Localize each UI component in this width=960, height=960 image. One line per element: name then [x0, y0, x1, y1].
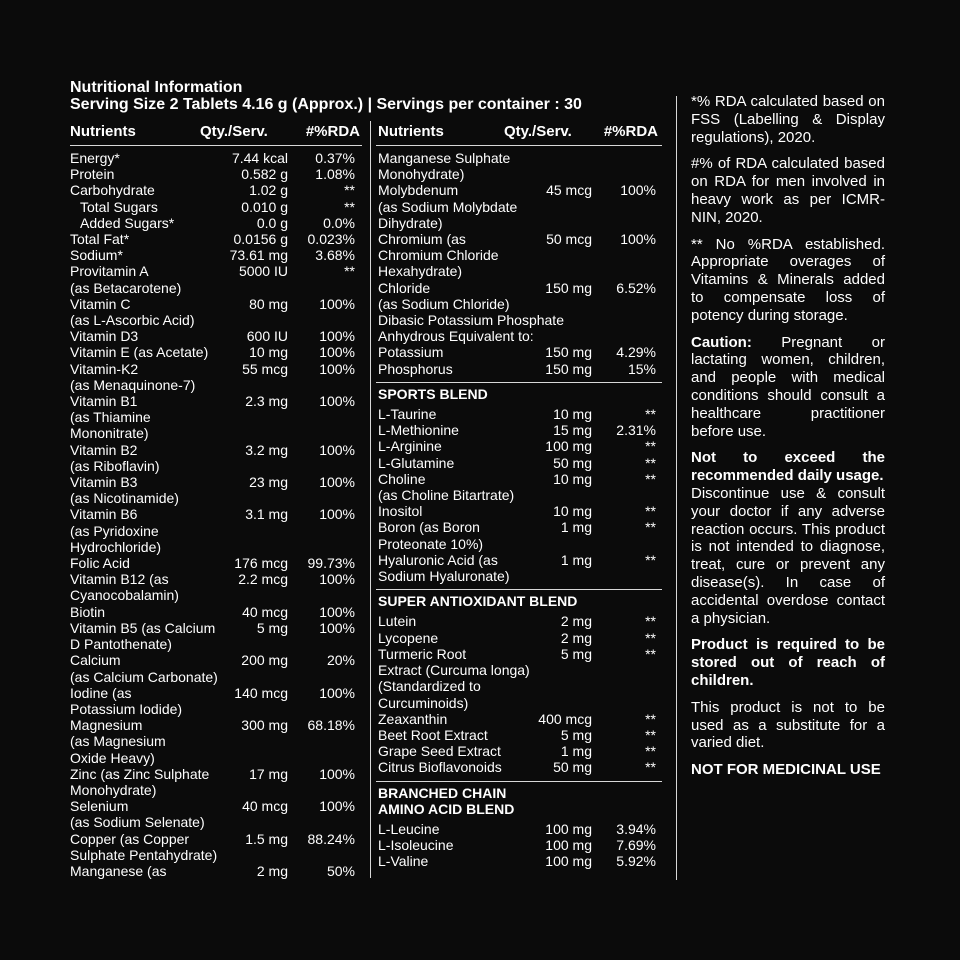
- nutrient-name: L-Glutamine: [378, 454, 455, 471]
- nutrient-name: Magnesium (as Magnesium Oxide Heavy): [70, 717, 166, 766]
- nutrient-rda: 100%: [319, 684, 355, 701]
- nutrient-name: Provitamin A (as Betacarotene): [70, 263, 182, 296]
- nutrient-qty: 45 mcg: [546, 182, 592, 199]
- nutrient-qty: 10 mg: [553, 503, 592, 520]
- header-nutrients: Nutrients: [70, 123, 136, 140]
- nutrient-row: [70, 571, 362, 603]
- nutrient-row: [376, 422, 662, 438]
- nutrient-row: [376, 759, 662, 775]
- nutrient-qty: 0.010 g: [241, 198, 288, 215]
- nutrient-qty: 3.2 mg: [245, 441, 288, 458]
- nutrient-column-1: [70, 121, 362, 879]
- nutrient-row: [376, 837, 662, 853]
- nutrient-qty: 2.3 mg: [245, 393, 288, 410]
- nutrient-rda: **: [645, 710, 656, 727]
- header-nutrients: Nutrients: [378, 123, 444, 140]
- nutrient-row: [70, 199, 362, 215]
- nutrient-row: [70, 166, 362, 182]
- nutrient-row: [70, 555, 362, 571]
- nutrient-name: Vitamin D3: [70, 328, 139, 345]
- nutrient-qty: 73.61 mg: [229, 247, 288, 264]
- antioxidant-blend-section: [376, 589, 662, 775]
- nutrient-name: Added Sugars*: [80, 214, 175, 231]
- nutrient-qty: 3.1 mg: [245, 506, 288, 523]
- nutrient-name: Dibasic Potassium Phosphate Anhydrous Equivalent to:: [378, 312, 564, 345]
- nutrient-name: Lutein: [378, 613, 417, 630]
- nutrient-name: Turmeric Root Extract (Curcuma longa) (Standardized to Curcuminoids): [378, 645, 530, 711]
- nutrient-name: Protein: [70, 166, 115, 183]
- nutrient-qty: 100 mg: [545, 837, 592, 854]
- nutrient-name: Biotin: [70, 603, 106, 620]
- nutrient-name: Selenium (as Sodium Selenate): [70, 798, 205, 831]
- header-qty: Qty./Serv.: [504, 123, 572, 140]
- nutrient-qty: 50 mg: [553, 759, 592, 776]
- nutrient-qty: 2 mg: [560, 629, 592, 646]
- nutrient-rda: 100%: [319, 798, 355, 815]
- nutrient-name: Total Sugars: [80, 198, 158, 215]
- nutrient-rda: 20%: [326, 652, 355, 669]
- nutrient-row: [70, 717, 362, 766]
- panel-title: Nutritional Information: [70, 79, 243, 96]
- nutrient-name: Calcium (as Calcium Carbonate): [70, 652, 218, 685]
- sports-blend-rows: [376, 402, 662, 584]
- nutrient-qty: 50 mg: [553, 454, 592, 471]
- nutrient-name: Chloride (as Sodium Chloride): [378, 279, 510, 312]
- nutrient-name: Vitamin E (as Acetate): [70, 344, 209, 361]
- nutrient-qty: 100 mg: [545, 853, 592, 870]
- nutrient-rda: **: [645, 645, 656, 662]
- nutrient-rda: 100%: [319, 571, 355, 588]
- nutrient-row: [376, 630, 662, 646]
- nutrient-rda: **: [645, 613, 656, 630]
- nutrient-name: Beet Root Extract: [378, 726, 488, 743]
- nutrient-qty: 80 mg: [249, 295, 288, 312]
- nutrient-qty: 55 mcg: [242, 360, 288, 377]
- nutrient-name: L-Taurine: [378, 406, 437, 423]
- substitute-note: This product is not to be used as a substitute for a varied diet.: [691, 698, 885, 752]
- nutrient-name: Molybdenum (as Sodium Molybdate Dihydrate): [378, 182, 518, 231]
- nutrient-qty: 2 mg: [560, 613, 592, 630]
- nutrient-name: Iodine (as Potassium Iodide): [70, 684, 183, 717]
- nutrient-row: [70, 604, 362, 620]
- sports-blend-section: [376, 382, 662, 584]
- nutrient-row: [376, 471, 662, 503]
- nutrient-row: [376, 150, 662, 182]
- nutrient-row: [70, 798, 362, 830]
- nutrient-row: [70, 766, 362, 798]
- notes-column: [691, 93, 885, 788]
- nutrient-rda: **: [645, 519, 656, 536]
- nutrient-rda: **: [344, 182, 355, 199]
- notes-divider: [676, 96, 677, 880]
- nutrient-row: [376, 503, 662, 519]
- nutrient-name: Vitamin B12 (as Cyanocobalamin): [70, 571, 179, 604]
- bcaa-blend-rows: [376, 817, 662, 870]
- nutrient-row: [376, 519, 662, 551]
- nutrient-qty: 10 mg: [249, 344, 288, 361]
- nutrient-name: L-Arginine: [378, 438, 442, 455]
- rda-note: *% RDA calculated based on FSS (Labelling & Display regulations), 2020.: [691, 93, 885, 146]
- nutrient-name: Vitamin B1 (as Thiamine Mononitrate): [70, 393, 151, 442]
- nutrient-qty: 2.2 mcg: [238, 571, 288, 588]
- nutrient-row: [376, 361, 662, 377]
- nutrient-rda: 0.0%: [323, 214, 355, 231]
- nutrient-row: [70, 393, 362, 442]
- medicinal-note: NOT FOR MEDICINAL USE: [691, 761, 881, 779]
- nutrient-row: [376, 438, 662, 454]
- nutrient-row: [376, 552, 662, 584]
- nutrient-name: L-Isoleucine: [378, 837, 454, 854]
- nutrient-qty: 5 mg: [560, 645, 592, 662]
- nutrient-row: [376, 727, 662, 743]
- nutrient-rda: **: [645, 759, 656, 776]
- nutrient-row: [70, 685, 362, 717]
- nutrient-row: [70, 296, 362, 328]
- nutrient-qty: 10 mg: [553, 406, 592, 423]
- nutrient-name: Vitamin C (as L-Ascorbic Acid): [70, 295, 195, 329]
- nutrient-name: Copper (as Copper Sulphate Pentahydrate): [70, 830, 218, 863]
- nutrient-name: L-Valine: [378, 853, 429, 870]
- caution-text: Pregnant or lactating women, children, and people with medical conditions should consult a healthcare practitioner before use.: [691, 333, 885, 440]
- nutrient-row: [70, 474, 362, 506]
- nutrient-row: [376, 344, 662, 360]
- nutrient-rda: **: [645, 406, 656, 423]
- nutrient-rda: 3.94%: [616, 820, 656, 837]
- nutrient-rda: **: [645, 438, 656, 455]
- nutrient-row: [376, 455, 662, 471]
- nutrient-name: Lycopene: [378, 629, 439, 646]
- nutrient-qty: 0.0 g: [256, 214, 288, 231]
- nutrient-rda: **: [645, 743, 656, 760]
- nutrient-rows: [70, 146, 362, 879]
- nutrient-qty: 5 mg: [560, 726, 592, 743]
- nutrient-row: [70, 328, 362, 344]
- nutrient-rda: 100%: [620, 231, 656, 248]
- nutrient-qty: 150 mg: [545, 360, 592, 377]
- nutrient-rda: 15%: [627, 360, 656, 377]
- caution-label: Caution:: [691, 333, 752, 351]
- nutrient-qty: 23 mg: [249, 474, 288, 491]
- nutrient-rda: 7.69%: [616, 837, 656, 854]
- nutrient-rda: 100%: [319, 295, 355, 312]
- nutrient-row: [376, 613, 662, 629]
- nutrient-qty: 15 mg: [553, 422, 592, 439]
- nutrient-rda: 100%: [319, 393, 355, 410]
- nutrient-qty: 1 mg: [560, 743, 592, 760]
- nutrient-rda: 0.023%: [307, 231, 355, 248]
- nutrient-row: [70, 231, 362, 247]
- nutrient-rda: 100%: [319, 603, 355, 620]
- nutrient-row: [70, 182, 362, 198]
- table-header: [376, 121, 662, 146]
- nutrient-rda: **: [645, 726, 656, 743]
- nutrient-row: [376, 853, 662, 869]
- bcaa-blend-section: [376, 781, 662, 870]
- nutrient-qty: 5 mg: [256, 619, 288, 636]
- nutrient-row: [376, 821, 662, 837]
- nutrient-qty: 1.02 g: [249, 182, 288, 199]
- column-divider: [370, 121, 371, 878]
- nutrient-rda: 0.37%: [315, 150, 355, 166]
- not-exceed-note: Not to exceed the recommended daily usage.: [691, 449, 885, 485]
- nutrient-rows: [376, 146, 662, 377]
- nutrient-rda: 100%: [319, 441, 355, 458]
- nutrient-name: Zinc (as Zinc Sulphate Monohydrate): [70, 765, 210, 798]
- nutrient-qty: 600 IU: [246, 328, 288, 345]
- nutrient-rda: 100%: [319, 328, 355, 345]
- nutrient-rda: 88.24%: [307, 830, 355, 847]
- nutrient-qty: 150 mg: [545, 279, 592, 296]
- nutrient-name: L-Leucine: [378, 820, 440, 837]
- nutrient-name: Manganese Sulphate Monohydrate): [378, 150, 511, 183]
- caution-note: [691, 334, 885, 441]
- nutrient-rda: 100%: [319, 506, 355, 523]
- nutrient-rda: **: [645, 454, 656, 471]
- nutrient-rda: 100%: [319, 344, 355, 361]
- nutrient-rda: 6.52%: [616, 279, 656, 296]
- nutrient-qty: 10 mg: [553, 470, 592, 487]
- nutrient-qty: 17 mg: [249, 765, 288, 782]
- nutrient-row: [376, 182, 662, 231]
- rda-men-note: #% of RDA calculated based on RDA for men involved in heavy work as per ICMR-NIN, 2020.: [691, 155, 885, 226]
- header-rda: #%RDA: [603, 123, 658, 140]
- nutrient-qty: 50 mcg: [546, 231, 592, 248]
- nutrient-row: [376, 646, 662, 711]
- nutrient-name: Vitamin B6 (as Pyridoxine Hydrochloride): [70, 506, 162, 555]
- nutrient-name: Energy*: [70, 150, 120, 166]
- nutrient-row: [376, 280, 662, 312]
- nutrient-rda: 100%: [319, 765, 355, 782]
- nutrient-qty: 2 mg: [256, 862, 288, 879]
- nutrient-name: Phosphorus: [378, 360, 453, 377]
- nutrient-qty: 5000 IU: [238, 263, 288, 280]
- nutrient-name: Carbohydrate: [70, 182, 155, 199]
- serving-info: Serving Size 2 Tablets 4.16 g (Approx.) | Servings per container : 30: [70, 96, 582, 113]
- nutrient-name: Inositol: [378, 503, 423, 520]
- nutrient-rda: 1.08%: [315, 166, 355, 183]
- nutrient-row: [376, 406, 662, 422]
- no-rda-note: ** No %RDA established. Appropriate overages of Vitamins & Minerals added to compensate loss of potency during storage.: [691, 235, 885, 324]
- nutrient-name: Vitamin B5 (as Calcium D Pantothenate): [70, 619, 216, 653]
- nutrient-row: [70, 506, 362, 555]
- nutrient-row: [376, 711, 662, 727]
- nutrient-row: [70, 863, 362, 879]
- nutrient-rda: **: [645, 551, 656, 568]
- nutrient-rda: 100%: [319, 474, 355, 491]
- nutrient-name: Vitamin B3 (as Nicotinamide): [70, 474, 179, 507]
- nutrient-rda: 68.18%: [307, 717, 355, 734]
- nutrient-rda: 99.73%: [307, 555, 355, 572]
- nutrient-rda: **: [645, 629, 656, 646]
- nutrient-qty: 7.44 kcal: [231, 150, 288, 166]
- nutrient-name: Zeaxanthin: [378, 710, 448, 727]
- nutrient-qty: 100 mg: [545, 820, 592, 837]
- discontinue-note: Discontinue use & consult your doctor if any adverse reaction occurs. This product is not intended to diagnose, treat, cure or prevent any disease(s). In case of accidental overdose contact a physician.: [691, 484, 885, 627]
- nutrient-rda: 4.29%: [616, 344, 656, 361]
- nutrient-row: [70, 361, 362, 393]
- nutrient-qty: 100 mg: [545, 438, 592, 455]
- nutrient-rda: **: [645, 470, 656, 487]
- nutrient-name: Grape Seed Extract: [378, 743, 501, 760]
- nutrient-rda: **: [344, 198, 355, 215]
- nutrient-rda: 100%: [620, 182, 656, 199]
- nutrient-rda: **: [344, 263, 355, 280]
- nutrient-name: Vitamin-K2 (as Menaquinone-7): [70, 360, 196, 393]
- table-header: [70, 121, 362, 146]
- nutrient-qty: 0.582 g: [241, 166, 288, 183]
- nutrient-row: [70, 247, 362, 263]
- nutrient-column-2: [376, 121, 662, 870]
- nutrient-qty: 140 mcg: [234, 684, 288, 701]
- nutrient-name: Total Fat*: [70, 231, 130, 248]
- section-title: SPORTS BLEND: [378, 385, 488, 402]
- nutrient-rda: 5.92%: [616, 853, 656, 870]
- nutrient-qty: 0.0156 g: [233, 231, 288, 248]
- nutrient-row: [70, 263, 362, 295]
- section-title: BRANCHED CHAIN AMINO ACID BLEND: [378, 784, 515, 817]
- nutrient-row: [70, 344, 362, 360]
- nutrient-qty: 40 mcg: [242, 603, 288, 620]
- nutrient-name: Hyaluronic Acid (as Sodium Hyaluronate): [378, 551, 510, 585]
- nutrient-row: [70, 620, 362, 652]
- nutrient-qty: 200 mg: [241, 652, 288, 669]
- nutrient-name: Folic Acid: [70, 555, 130, 572]
- nutrient-qty: 1 mg: [560, 551, 592, 568]
- nutrient-name: Sodium*: [70, 247, 123, 264]
- nutrient-rda: 2.31%: [616, 422, 656, 439]
- antioxidant-blend-rows: [376, 609, 662, 775]
- nutrient-qty: 40 mcg: [242, 798, 288, 815]
- nutrient-qty: 176 mcg: [234, 555, 288, 572]
- nutrient-qty: 1.5 mg: [245, 830, 288, 847]
- section-title: SUPER ANTIOXIDANT BLEND: [378, 593, 578, 610]
- nutrient-qty: 150 mg: [545, 344, 592, 361]
- nutrient-rda: 100%: [319, 360, 355, 377]
- nutrient-name: Choline (as Choline Bitartrate): [378, 470, 515, 504]
- nutrient-qty: 400 mcg: [538, 710, 592, 727]
- nutrient-qty: 300 mg: [241, 717, 288, 734]
- nutrient-name: Boron (as Boron Proteonate 10%): [378, 519, 484, 552]
- nutrient-rda: 100%: [319, 619, 355, 636]
- nutrient-row: [70, 442, 362, 474]
- nutrient-name: Potassium: [378, 344, 444, 361]
- nutrient-row: [70, 652, 362, 684]
- nutrient-row: [70, 215, 362, 231]
- nutrient-row: [376, 743, 662, 759]
- nutrient-name: L-Methionine: [378, 422, 459, 439]
- nutrient-name: Chromium (as Chromium Chloride Hexahydrate): [378, 231, 499, 280]
- nutrient-name: Vitamin B2 (as Riboflavin): [70, 441, 160, 474]
- nutrient-row: [376, 231, 662, 280]
- nutrient-name: Manganese (as: [70, 862, 167, 879]
- storage-note: Product is required to be stored out of reach of children.: [691, 636, 885, 689]
- nutrient-row: [70, 150, 362, 166]
- nutrient-rda: 3.68%: [315, 247, 355, 264]
- nutrient-qty: 1 mg: [560, 519, 592, 536]
- nutrient-rda: 50%: [326, 862, 355, 879]
- nutrient-row: [70, 831, 362, 863]
- header-qty: Qty./Serv.: [200, 123, 268, 140]
- nutrient-row: [376, 312, 662, 344]
- header-rda: #%RDA: [305, 123, 360, 140]
- nutrient-name: Citrus Bioflavonoids: [378, 759, 502, 776]
- nutrient-rda: **: [645, 503, 656, 520]
